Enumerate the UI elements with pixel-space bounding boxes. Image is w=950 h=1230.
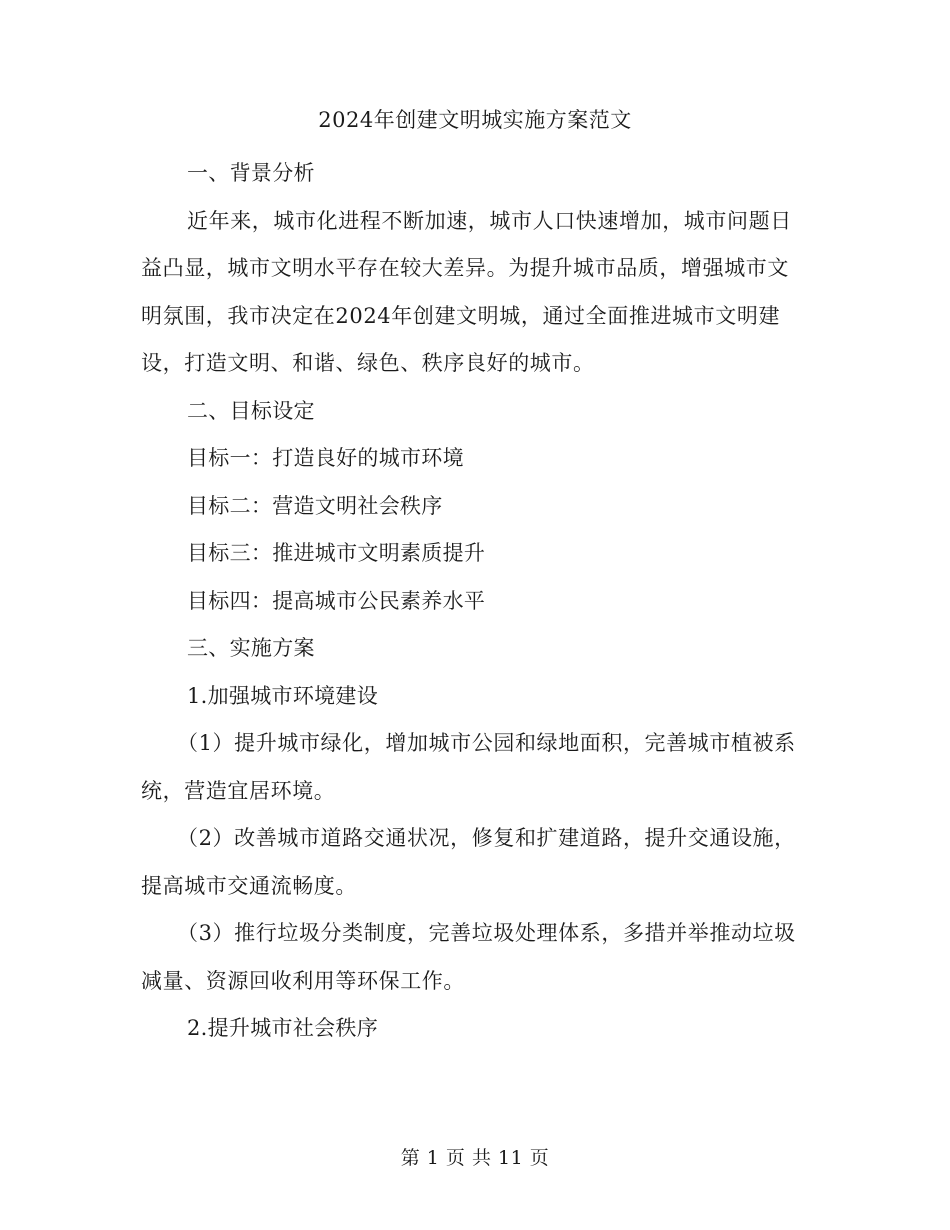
subsection-heading-social-order: 2.提升城市社会秩序 [187,1016,379,1040]
environment-point: （2）改善城市道路交通状况，修复和扩建道路，提升交通设施，提高城市交通流畅度。 [141,826,796,898]
page-number-footer: 第 1 页 共 11 页 [400,1147,550,1169]
section-heading-background: 一、背景分析 [187,161,315,185]
section-heading-goals: 二、目标设定 [187,398,315,423]
goal-item: 目标一：打造良好的城市环境 [187,446,464,470]
environment-point: （3）推行垃圾分类制度，完善垃圾处理体系，多措并举推动垃圾减量、资源回收利用等环保工作。 [141,921,796,993]
document-body [141,150,809,1053]
subsection-heading-environment: 1.加强城市环境建设 [187,683,379,708]
goal-item: 目标二：营造文明社会秩序 [187,493,443,518]
goal-item: 目标三：推进城市文明素质提升 [187,541,486,565]
goal-item: 目标四：提高城市公民素养水平 [187,588,486,613]
section-heading-implementation: 三、实施方案 [187,636,315,660]
environment-point: （1）提升城市绿化，增加城市公园和绿地面积，完善城市植被系统，营造宜居环境。 [141,731,796,803]
background-paragraph: 近年来，城市化进程不断加速，城市人口快速增加，城市问题日益凸显，城市文明水平存在较大差异。为提升城市品质，增强城市文明氛围，我市决定在2024年创建文明城，通过全面推进城市文明建设，打造文明、和谐、绿色、秩序良好的城市。 [141,208,792,375]
document-title: 2024年创建文明城实施方案范文 [318,108,632,132]
